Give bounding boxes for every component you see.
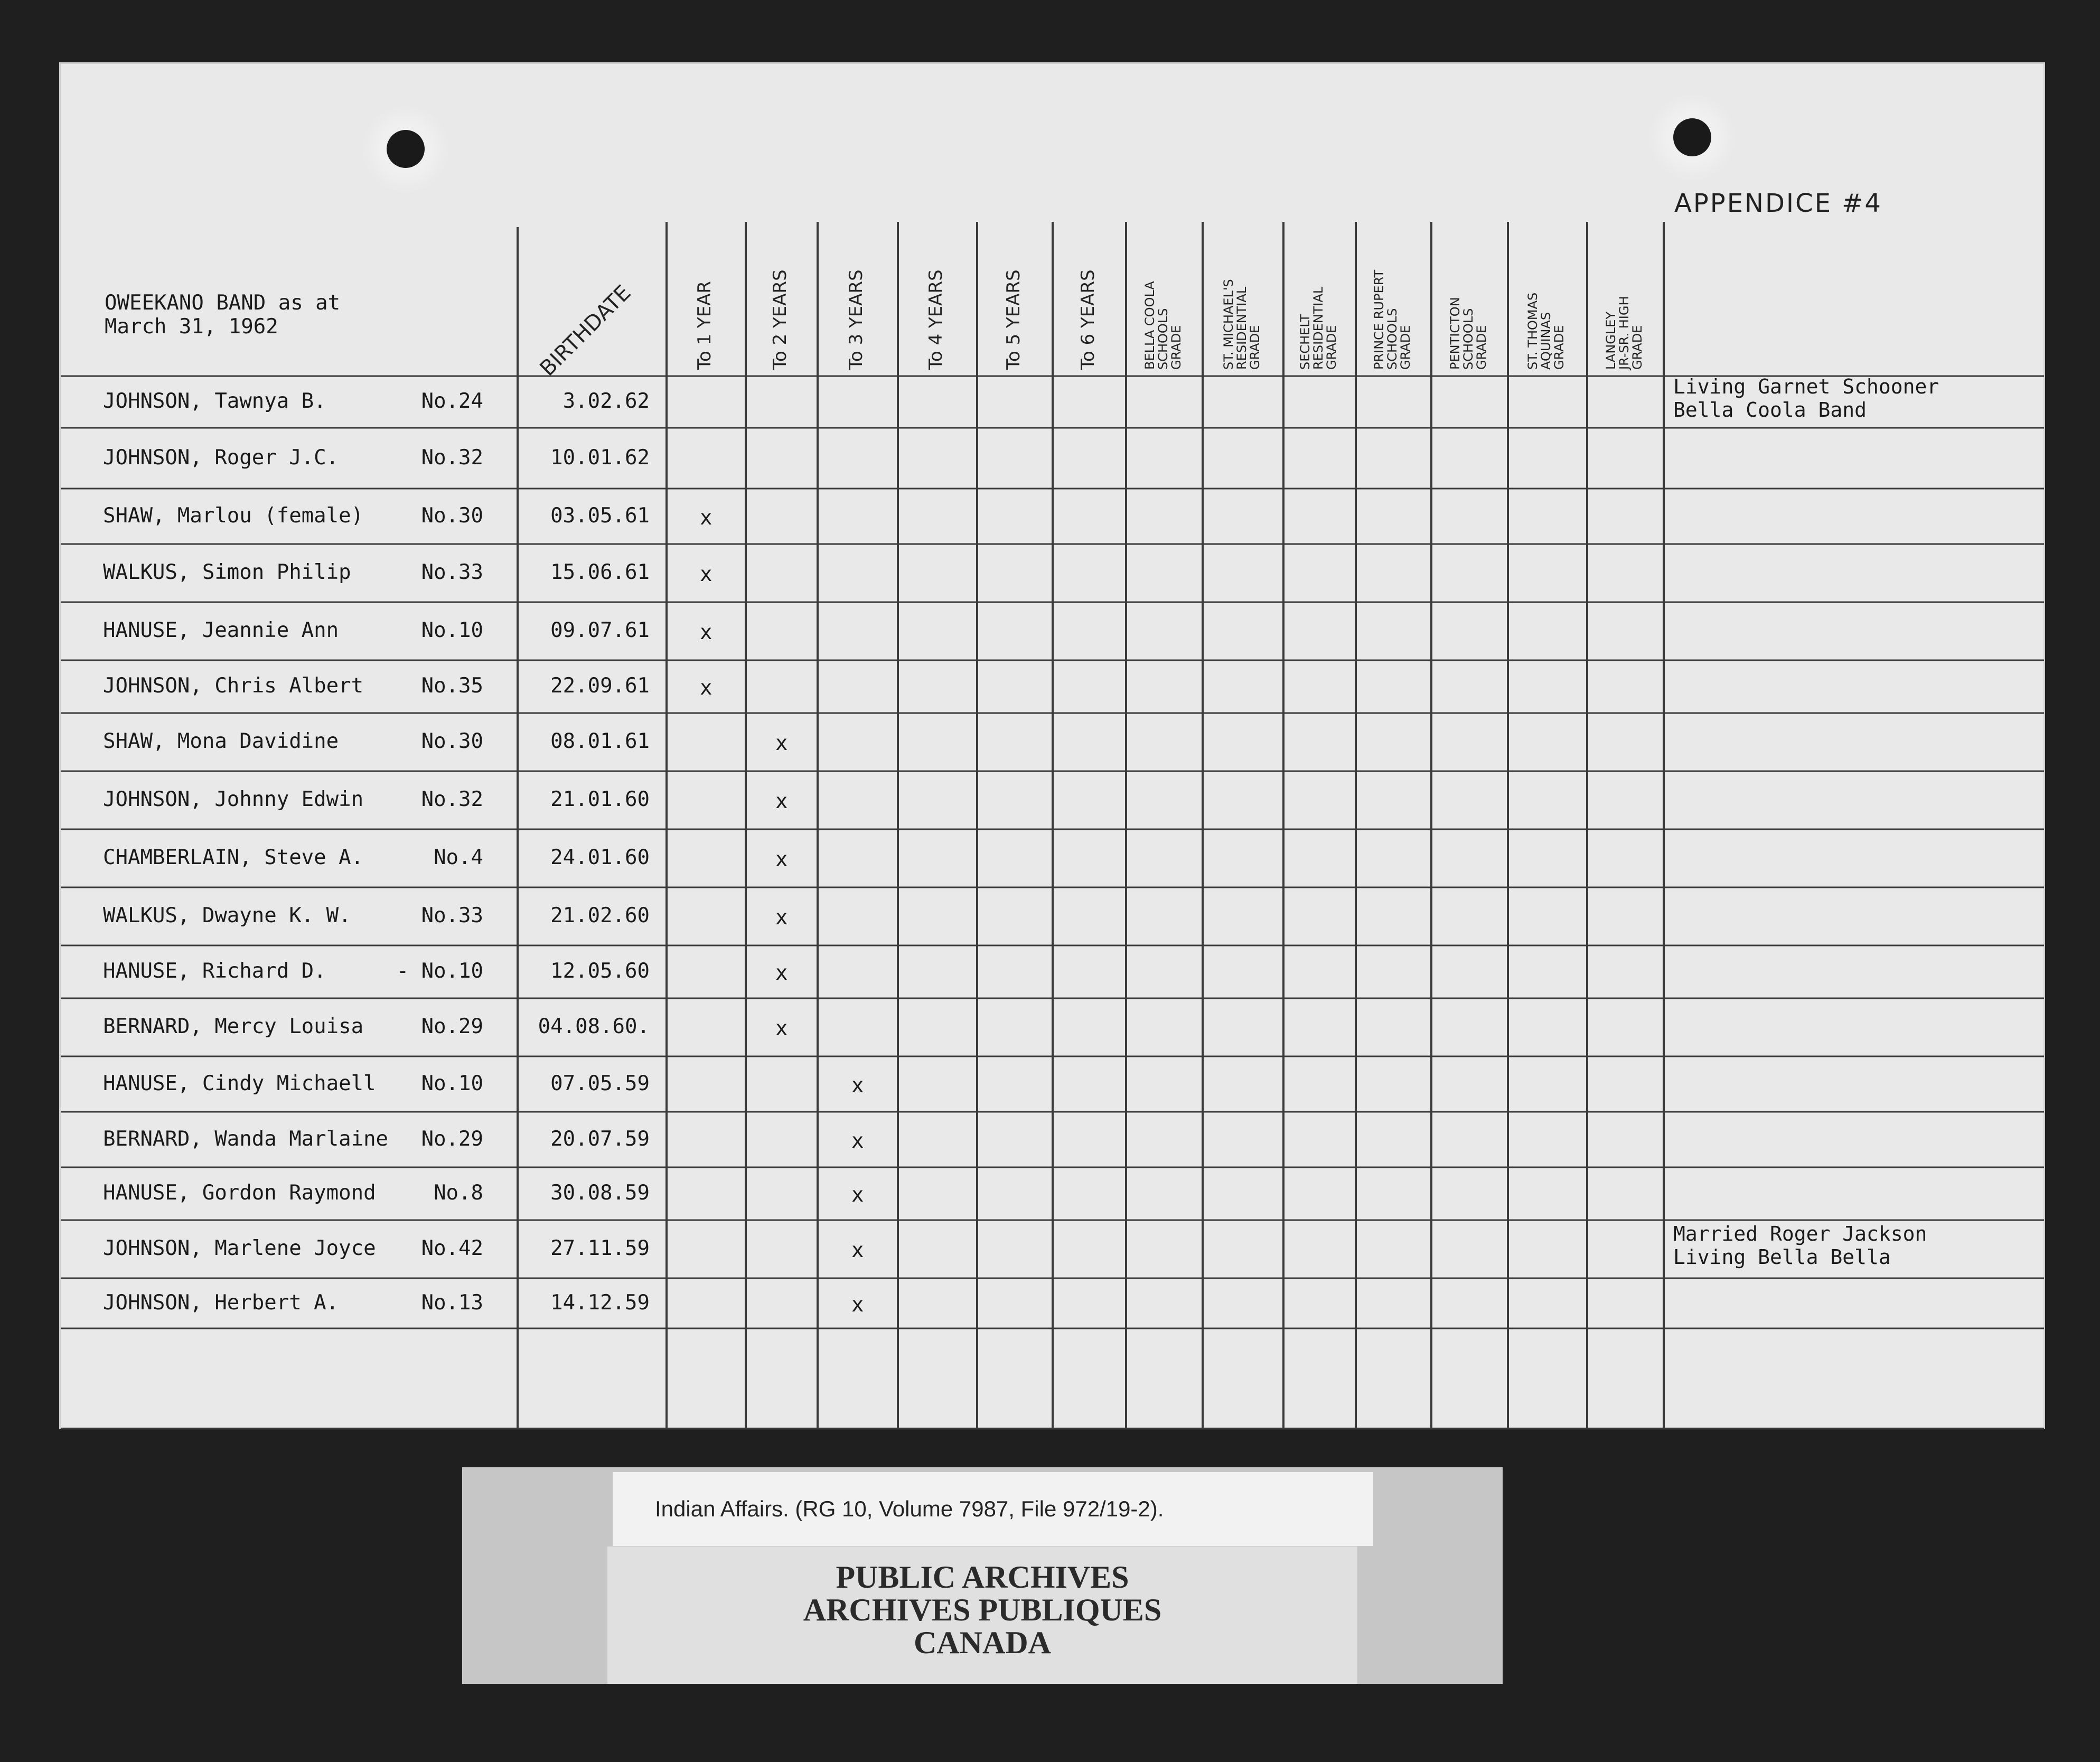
- column-header: ST. MICHAEL'S RESIDENTIAL GRADE: [1221, 279, 1262, 370]
- age-mark: x: [700, 621, 712, 644]
- column-header: LANGLEY JR-SR. HIGH GRADE: [1603, 296, 1645, 370]
- age-mark: x: [851, 1129, 864, 1153]
- birthdate-cell: 30.08.59: [550, 1181, 650, 1205]
- column-header: To 3 YEARS: [846, 269, 867, 370]
- member-name: HANUSE, Jeannie Ann: [103, 618, 339, 642]
- column-header: To 4 YEARS: [925, 269, 946, 370]
- band-number: No.24: [421, 389, 483, 413]
- age-mark: x: [775, 906, 788, 930]
- member-name: SHAW, Mona Davidine: [103, 729, 339, 753]
- band-number: No.30: [421, 503, 483, 528]
- column-header: To 1 YEAR: [694, 280, 715, 370]
- age-mark: x: [700, 505, 712, 530]
- member-name: CHAMBERLAIN, Steve A.: [103, 846, 364, 869]
- birthdate-cell: 21.02.60: [550, 904, 650, 927]
- member-name: HANUSE, Richard D.: [103, 959, 326, 983]
- band-number: No.33: [421, 904, 483, 927]
- column-header: ST. THOMAS AQUINAS GRADE: [1525, 292, 1567, 370]
- birthdate-cell: 14.12.59: [550, 1290, 650, 1315]
- member-name: JOHNSON, Roger J.C.: [103, 445, 339, 470]
- member-name: WALKUS, Dwayne K. W.: [103, 904, 351, 927]
- birthdate-cell: 09.07.61: [550, 618, 650, 642]
- birthdate-cell: 24.01.60: [550, 846, 650, 869]
- age-mark: x: [775, 848, 788, 871]
- remarks-cell: Married Roger Jackson Living Bella Bella: [1673, 1222, 1927, 1269]
- band-number: - No.10: [396, 959, 483, 983]
- column-header: To 2 YEARS: [770, 269, 791, 370]
- member-name: JOHNSON, Johnny Edwin: [103, 788, 364, 811]
- band-number: No.10: [421, 618, 483, 642]
- column-header: BELLA COOLA SCHOOLS GRADE: [1142, 281, 1184, 370]
- band-number: No.32: [421, 788, 483, 811]
- member-name: WALKUS, Simon Philip: [103, 560, 351, 584]
- birthdate-cell: 08.01.61: [550, 729, 650, 753]
- member-name: JOHNSON, Marlene Joyce: [103, 1236, 376, 1260]
- age-mark: x: [851, 1292, 864, 1317]
- member-name: JOHNSON, Herbert A.: [103, 1290, 339, 1315]
- birthdate-cell: 15.06.61: [550, 560, 650, 584]
- band-number: No.35: [421, 674, 483, 698]
- member-name: HANUSE, Cindy Michaell: [103, 1071, 376, 1095]
- band-title: OWEEKANO BAND as at March 31, 1962: [105, 291, 341, 339]
- archive-reference: Indian Affairs. (RG 10, Volume 7987, File 972/19-2).: [613, 1472, 1373, 1546]
- column-header: PRINCE RUPERT SCHOOLS GRADE: [1371, 269, 1413, 370]
- column-header: To 5 YEARS: [1002, 269, 1024, 370]
- band-number: No.29: [421, 1015, 483, 1038]
- column-header: To 6 YEARS: [1077, 269, 1099, 370]
- age-mark: x: [851, 1183, 864, 1207]
- member-name: HANUSE, Gordon Raymond: [103, 1181, 376, 1205]
- birthdate-cell: 22.09.61: [550, 674, 650, 698]
- age-mark: x: [851, 1239, 864, 1262]
- band-number: No.30: [421, 729, 483, 753]
- birthdate-cell: 10.01.62: [550, 445, 650, 470]
- birthdate-cell: 04.08.60.: [538, 1015, 650, 1038]
- birthdate-header: BIRTHDATE: [535, 280, 636, 381]
- age-mark: x: [851, 1073, 864, 1098]
- member-name: JOHNSON, Chris Albert: [103, 674, 364, 698]
- birthdate-cell: 3.02.62: [562, 389, 650, 413]
- age-mark: x: [775, 1017, 788, 1041]
- member-name: BERNARD, Wanda Marlaine: [103, 1127, 389, 1151]
- age-mark: x: [700, 563, 712, 586]
- archives-stamp: PUBLIC ARCHIVES ARCHIVES PUBLIQUES CANADA: [803, 1560, 1162, 1660]
- band-number: No.13: [421, 1290, 483, 1315]
- band-number: No.10: [421, 1071, 483, 1095]
- birthdate-cell: 07.05.59: [550, 1071, 650, 1095]
- band-number: No.8: [434, 1181, 483, 1205]
- band-number: No.33: [421, 560, 483, 584]
- appendix-label: APPENDICE #4: [1674, 189, 1882, 218]
- band-number: No.42: [421, 1236, 483, 1260]
- remarks-cell: Living Garnet Schooner Bella Coola Band: [1673, 375, 1939, 421]
- birthdate-cell: 21.01.60: [550, 788, 650, 811]
- age-mark: x: [775, 732, 788, 755]
- column-header: PENTICTON SCHOOLS GRADE: [1447, 297, 1489, 370]
- age-mark: x: [775, 961, 788, 985]
- age-mark: x: [700, 676, 712, 700]
- member-name: BERNARD, Mercy Louisa: [103, 1015, 364, 1038]
- column-header: SECHELT RESIDENTIAL GRADE: [1297, 286, 1339, 370]
- member-name: SHAW, Marlou (female): [103, 503, 364, 528]
- band-number: No.4: [434, 846, 483, 869]
- birthdate-cell: 03.05.61: [550, 503, 650, 528]
- age-mark: x: [775, 790, 788, 813]
- band-number: No.32: [421, 445, 483, 470]
- band-number: No.29: [421, 1127, 483, 1151]
- birthdate-cell: 20.07.59: [550, 1127, 650, 1151]
- member-name: JOHNSON, Tawnya B.: [103, 389, 326, 413]
- birthdate-cell: 27.11.59: [550, 1236, 650, 1260]
- birthdate-cell: 12.05.60: [550, 959, 650, 983]
